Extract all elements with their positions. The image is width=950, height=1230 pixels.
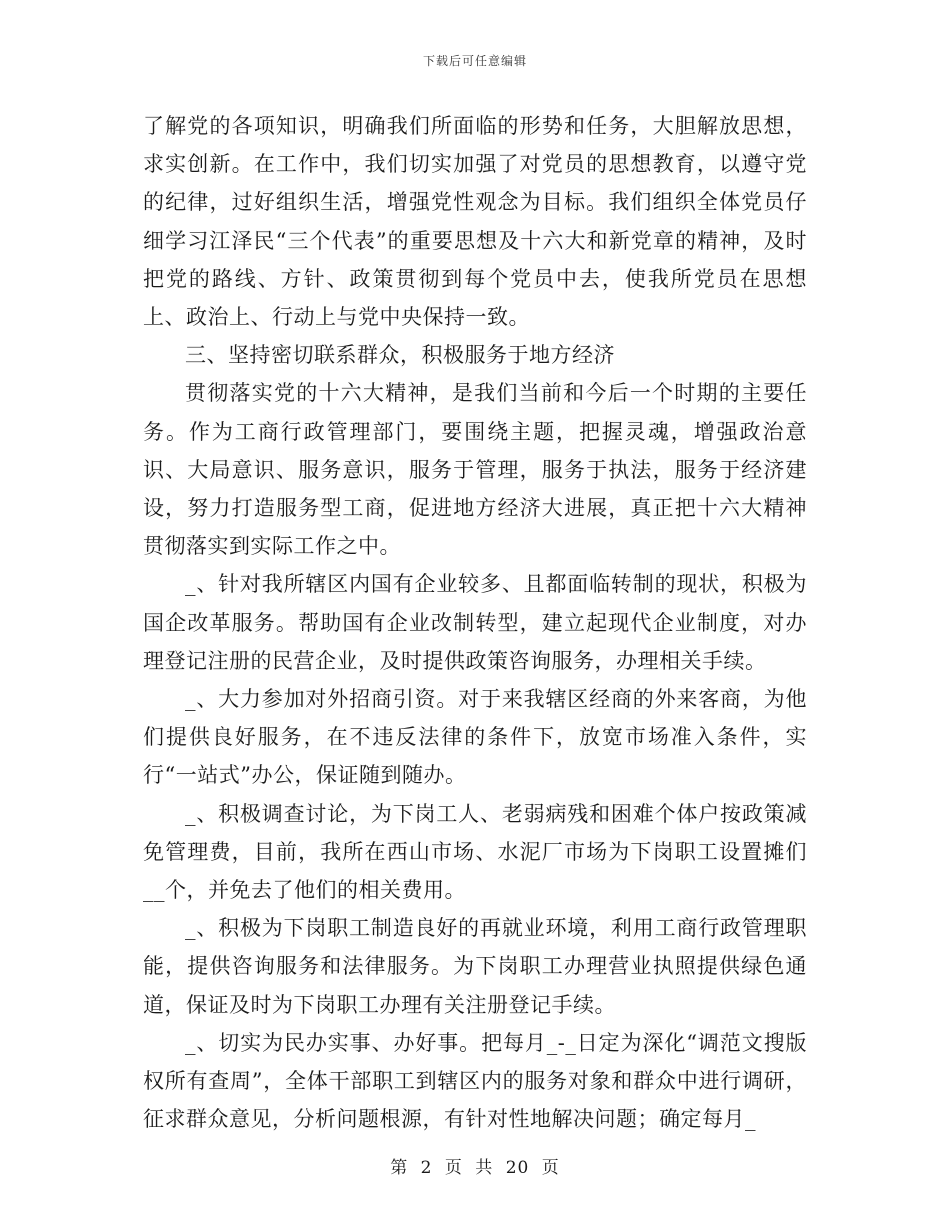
document-body xyxy=(143,107,807,1138)
paragraph: _、针对我所辖区内国有企业较多、且都面临转制的现状，积极为国企改革服务。帮助国有企业改制转型，建立起现代企业制度，对办理登记注册的民营企业，及时提供政策咨询服务，办理相关手续。 xyxy=(143,572,807,673)
section-heading: 三、坚持密切联系群众，积极服务于地方经济 xyxy=(185,343,615,368)
paragraph: 贯彻落实党的十六大精神，是我们当前和今后一个时期的主要任务。作为工商行政管理部门，要围绕主题，把握灵魂，增强政治意识、大局意识、服务意识，服务于管理，服务于执法，服务于经济建设，努力打造服务型工商，促进地方经济大进展，真正把十六大精神贯彻落实到实际工作之中。 xyxy=(143,381,807,559)
paragraph: _、切实为民办实事、办好事。把每月_-_日定为深化“调范文搜版权所有查周”，全体干部职工到辖区内的服务对象和群众中进行调研，征求群众意见，分析问题根源，有针对性地解决问题；确定每月_ xyxy=(143,1030,807,1132)
paragraph: 了解党的各项知识，明确我们所面临的形势和任务，大胆解放思想，求实创新。在工作中，我们切实加强了对党员的思想教育，以遵守党的纪律，过好组织生活，增强党性观念为目标。我们组织全体党员仔细学习江泽民“三个代表”的重要思想及十六大和新党章的精神，及时把党的路线、方针、政策贯彻到每个党员中去，使我所党员在思想上、政治上、行动上与党中央保持一致。 xyxy=(143,114,807,330)
paragraph: _、大力参加对外招商引资。对于来我辖区经商的外来客商，为他们提供良好服务，在不违反法律的条件下，放宽市场准入条件，实行“一站式”办公，保证随到随办。 xyxy=(143,687,807,788)
paragraph: _、积极调查讨论，为下岗工人、老弱病残和困难个体户按政策减免管理费，目前，我所在西山市场、水泥厂市场为下岗职工设置摊们__个，并免去了他们的相关费用。 xyxy=(143,801,807,903)
page-header: 下载后可任意编辑 xyxy=(422,54,527,68)
page-number-footer: 第 2 页 共 20 页 xyxy=(390,1158,560,1178)
paragraph: _、积极为下岗职工制造良好的再就业环境，利用工商行政管理职能，提供咨询服务和法律服务。为下岗职工办理营业执照提供绿色通道，保证及时为下岗职工办理有关注册登记手续。 xyxy=(143,916,807,1017)
